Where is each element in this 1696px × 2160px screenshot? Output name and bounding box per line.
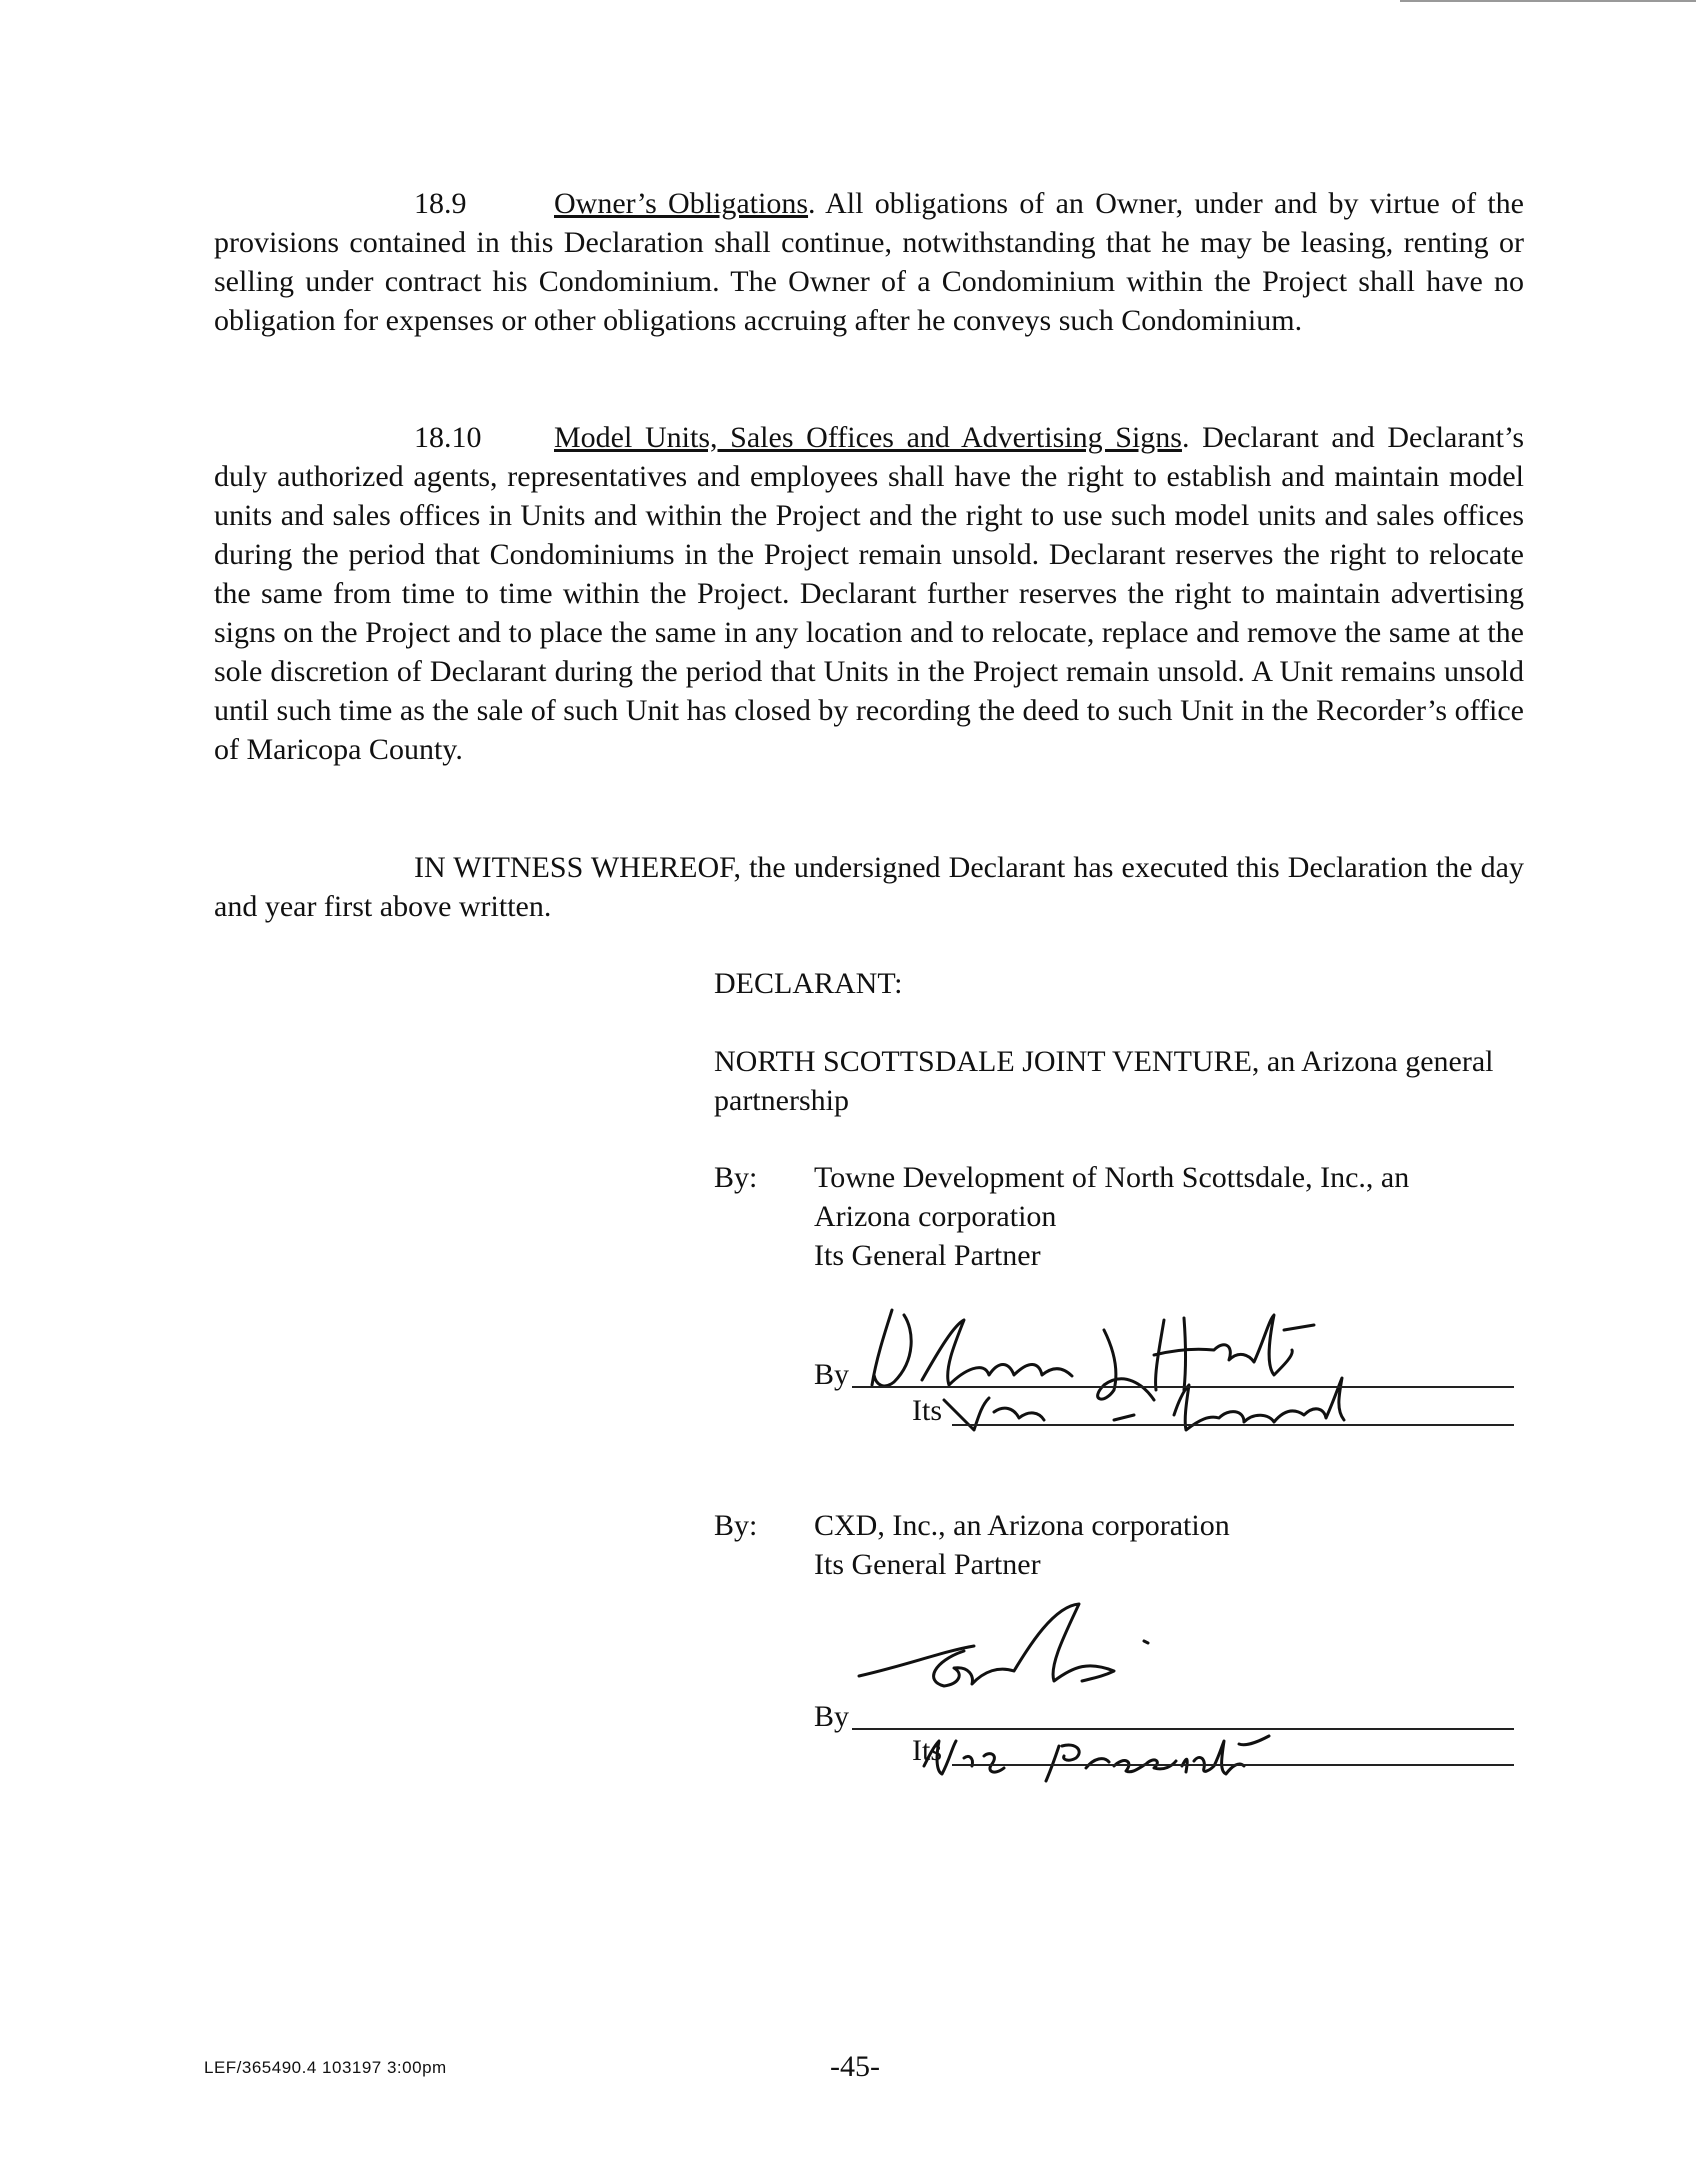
sig-its-label: Its: [912, 1394, 942, 1427]
section-18-10: [214, 418, 1524, 769]
section-heading: Model Units, Sales Offices and Advertising Signs: [554, 421, 1182, 454]
section-body: . Declarant and Declarant’s duly authorized agents, representatives and employees shall have the right to establish and maintain model units and sales offices in Units and within the Project and the right to use such model units and sales offices during the period that Condominiums in the Project remain unsold. Declarant reserves the right to relocate the same from time to time within the Project. Declarant further reserves the right to maintain advertising signs on the Project and to place the same in any location and to relocate, replace and remove the same at the sole discretion of Declarant during the period that Units in the Project remain unsold. A Unit remains unsold until such time as the sale of such Unit has closed by recording the deed to such Unit in the Recorder’s office of Maricopa County.: [214, 421, 1524, 766]
entity-line: CXD, Inc., an Arizona corporation: [814, 1509, 1230, 1542]
signatory-2-entity: [814, 1506, 1514, 1584]
by-label: By:: [714, 1161, 758, 1194]
page-number: -45-: [830, 2050, 880, 2083]
signatory-1-block: [714, 1158, 1524, 1275]
section-number: 18.10: [414, 421, 482, 454]
by-label: By:: [714, 1509, 758, 1542]
top-edge-line: [1400, 0, 1696, 2]
section-number: 18.9: [414, 187, 467, 220]
signature-line: [852, 1386, 1514, 1388]
declarant-name: [714, 1042, 1524, 1120]
signature-block-2: [814, 1596, 1514, 1767]
witness-clause: IN WITNESS WHEREOF, the undersigned Declarant has executed this Declaration the day and year first above written.: [214, 851, 1524, 923]
section-18-9: [214, 184, 1524, 340]
sig-by-label: By: [814, 1358, 850, 1391]
declarant-name-text: NORTH SCOTTSDALE JOINT VENTURE, an Arizona general partnership: [714, 1045, 1494, 1117]
entity-line: Arizona corporation: [814, 1200, 1057, 1233]
footer-document-id: LEF/365490.4 103197 3:00pm: [204, 2058, 447, 2077]
entity-line: Its General Partner: [814, 1239, 1041, 1272]
sig-its-label: Its: [912, 1734, 942, 1767]
signature-line: [852, 1728, 1514, 1730]
title-line: [952, 1424, 1514, 1426]
signatory-2-block: [714, 1506, 1524, 1584]
signature-block-1: [814, 1290, 1514, 1427]
title-line: [952, 1764, 1514, 1766]
entity-line: Towne Development of North Scottsdale, Inc., an: [814, 1161, 1410, 1194]
entity-line: Its General Partner: [814, 1548, 1041, 1581]
signatory-1-entity: [814, 1158, 1514, 1275]
declarant-label: DECLARANT:: [714, 967, 903, 1000]
section-heading: Owner’s Obligations: [554, 187, 809, 220]
sig-by-label: By: [814, 1700, 850, 1733]
section-body: . All obligations of an Owner, under and by virtue of the provisions contained in this Declaration shall continue, notwithstanding that he may be leasing, renting or selling under contract his Condominium. The Owner of a Condominium within the Project shall have no obligation for expenses or other obligations accruing after he conveys such Condominium.: [214, 187, 1524, 337]
